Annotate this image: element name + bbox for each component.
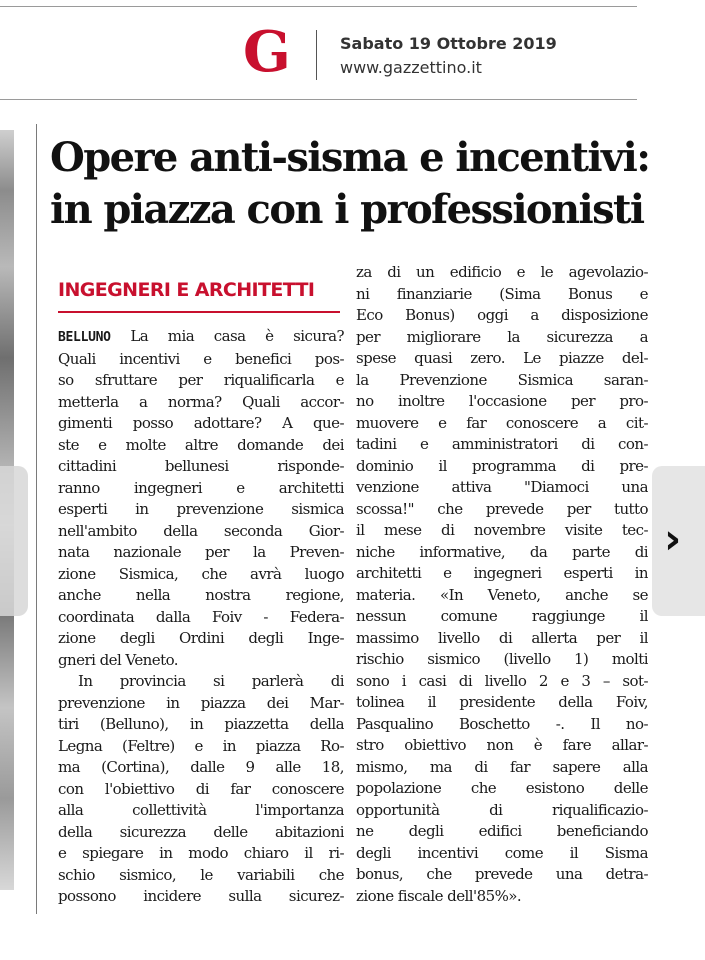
body-line: degli incentivi come il Sisma [356, 843, 648, 862]
chevron-right-icon: › [664, 514, 682, 563]
body-line: architetti e ingegneri esperti in [356, 564, 648, 582]
masthead-rule [0, 99, 637, 100]
body-line: rischio sismico (livello 1) molti [356, 650, 648, 668]
headline-line: Opere anti-sisma e incentivi: [50, 134, 650, 181]
body-line: tadini e amministratori di con- [356, 435, 648, 453]
body-line: massimo livello di allerta per il [356, 628, 648, 647]
body-line [58, 326, 344, 349]
body-line: con l'obiettivo di far conoscere [58, 779, 344, 798]
body-line: per migliorare la sicurezza a [356, 327, 648, 346]
dateline: BELLUNO [58, 330, 111, 345]
body-line: coordinata dalla Foiv - Federa- [58, 607, 344, 626]
body-line: gimenti posso adottare? A que- [58, 414, 344, 432]
body-line: materia. «In Veneto, anche se [356, 585, 648, 604]
body-line: so sfruttare per riqualificarla e [58, 371, 344, 389]
body-line: tolinea il presidente della Foiv, [356, 693, 648, 711]
body-line: cittadini bellunesi risponde- [58, 457, 344, 475]
body-line: esperti in prevenzione sismica [58, 500, 344, 518]
body-line: Legna (Feltre) e in piazza Ro- [58, 736, 344, 755]
body-line: Quali incentivi e benefici pos- [58, 349, 344, 368]
body-line: possono incidere sulla sicurez- [58, 887, 344, 905]
masthead-divider [316, 30, 317, 80]
body-line: zione Sismica, che avrà luogo [58, 564, 344, 583]
body-line: spese quasi zero. Le piazze del- [356, 349, 648, 367]
body-line: popolazione che esistono delle [356, 779, 648, 797]
body-line: stro obiettivo non è fare allar- [356, 736, 648, 754]
body-line: gneri del Veneto. [58, 650, 179, 669]
body-line: ni finanziarie (Sima Bonus e [356, 284, 648, 303]
next-page-button[interactable] [652, 466, 705, 616]
body-line: opportunità di riqualificazio- [356, 800, 648, 819]
previous-page-button[interactable] [0, 466, 28, 616]
body-line: ste e molte altre domande dei [58, 435, 344, 454]
body-line: nessun comune raggiunge il [356, 607, 648, 625]
body-line: In provincia si parlerà di [78, 672, 344, 690]
body-line: zione degli Ordini degli Inge- [58, 629, 344, 647]
body-line: Eco Bonus) oggi a disposizione [356, 306, 648, 324]
publication-date: Sabato 19 Ottobre 2019 [340, 34, 557, 53]
body-line: niche informative, da parte di [356, 542, 648, 561]
body-line: schio sismico, le variabili che [58, 865, 344, 884]
headline [50, 132, 650, 236]
body-line: e spiegare in modo chiaro il ri- [58, 844, 344, 862]
gazzettino-logo: G [243, 19, 291, 85]
section-kicker: INGEGNERI E ARCHITETTI [58, 279, 315, 301]
body-line: nata nazionale per la Preven- [58, 543, 344, 561]
body-line: anche nella nostra regione, [58, 586, 344, 604]
column-divider-rule [36, 124, 37, 914]
website-url: www.gazzettino.it [340, 58, 482, 77]
kicker-underline [58, 311, 340, 313]
body-line: dominio il programma di pre- [356, 456, 648, 475]
body-line: venzione attiva "Diamoci una [356, 478, 648, 496]
body-line: za di un edificio e le agevolazio- [356, 263, 648, 281]
body-line: della sicurezza delle abitazioni [58, 822, 344, 841]
article-column-2 [356, 262, 648, 907]
body-line: sono i casi di livello 2 e 3 – sot- [356, 671, 648, 690]
body-line: tiri (Belluno), in piazzetta della [58, 715, 344, 733]
body-line: il mese di novembre visite tec- [356, 521, 648, 539]
body-line: alla collettività l'importanza [58, 801, 344, 819]
body-line: ne degli edifici beneficiando [356, 822, 648, 840]
body-line: scossa!" che prevede per tutto [356, 499, 648, 518]
body-line: zione fiscale dell'85%». [356, 886, 522, 905]
body-line: nell'ambito della seconda Gior- [58, 521, 344, 540]
body-line: ma (Cortina), dalle 9 alle 18, [58, 758, 344, 776]
top-rule [0, 6, 637, 7]
headline-line: in piazza con i professionisti [50, 186, 644, 233]
article-column-1 [58, 326, 344, 908]
body-line: prevenzione in piazza dei Mar- [58, 693, 344, 712]
body-line: metterla a norma? Quali accor- [58, 392, 344, 411]
body-line: la Prevenzione Sismica saran- [356, 370, 648, 389]
body-line: no inoltre l'occasione per pro- [356, 392, 648, 410]
body-line: bonus, che prevede una detra- [356, 865, 648, 883]
body-line: mismo, ma di far sapere alla [356, 757, 648, 776]
body-line: ranno ingegneri e architetti [58, 478, 344, 497]
body-line: Pasqualino Boschetto -. Il no- [356, 714, 648, 733]
body-line: muovere e far conoscere a cit- [356, 413, 648, 432]
body-line-text: La mia casa è sicura? [130, 327, 344, 345]
